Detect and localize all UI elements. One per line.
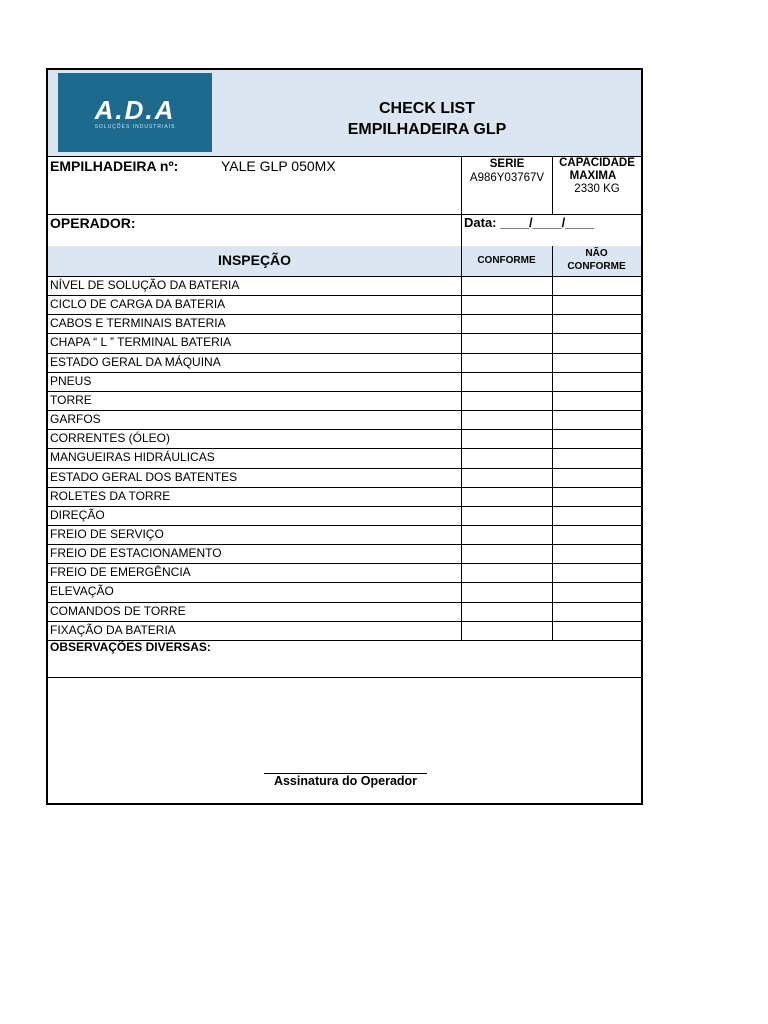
nao-conforme-header-line1: NÃO <box>585 248 608 259</box>
conforme-cell[interactable] <box>462 372 552 391</box>
inspection-item: FREIO DE SERVIÇO <box>50 526 164 541</box>
company-logo <box>58 73 212 152</box>
conforme-cell[interactable] <box>462 582 552 601</box>
nao-conforme-cell[interactable] <box>553 410 641 429</box>
inspection-item: CORRENTES (ÓLEO) <box>50 431 171 446</box>
divider <box>461 214 462 246</box>
nao-conforme-cell[interactable] <box>553 468 641 487</box>
conforme-cell[interactable] <box>462 621 552 640</box>
nao-conforme-cell[interactable] <box>553 621 641 640</box>
capacity-label-1: CAPACIDADE <box>559 157 635 169</box>
date-field[interactable]: Data: ____/____/____ <box>464 215 595 230</box>
conforme-cell[interactable] <box>462 276 552 295</box>
inspection-item: NÍVEL DE SOLUÇÃO DA BATERIA <box>50 278 240 292</box>
nao-conforme-cell[interactable] <box>553 391 641 410</box>
signature-label: Assinatura do Operador <box>273 774 418 788</box>
conforme-cell[interactable] <box>462 333 552 352</box>
inspection-item: ROLETES DA TORRE <box>50 488 171 503</box>
divider <box>48 677 641 678</box>
capacity-label-2: MAXIMA <box>569 170 617 182</box>
inspection-item: DIREÇÃO <box>50 507 105 522</box>
conforme-cell[interactable] <box>462 506 552 525</box>
nao-conforme-cell[interactable] <box>553 276 641 295</box>
conforme-cell[interactable] <box>462 314 552 333</box>
logo-subtitle: SOLUÇÕES INDUSTRIAIS <box>94 124 176 130</box>
serie-value: A986Y03767V <box>469 172 545 184</box>
operator-label: OPERADOR: <box>50 215 136 231</box>
nao-conforme-cell[interactable] <box>553 487 641 506</box>
inspection-item: CHAPA “ L ” TERMINAL BATERIA <box>50 335 232 350</box>
inspection-item: ELEVAÇÃO <box>50 584 114 599</box>
inspection-item: CABOS E TERMINAIS BATERIA <box>50 316 226 331</box>
conforme-header: CONFORME <box>477 255 536 266</box>
conforme-cell[interactable] <box>462 468 552 487</box>
conforme-cell[interactable] <box>462 602 552 621</box>
nao-conforme-cell[interactable] <box>553 372 641 391</box>
inspection-item: FREIO DE ESTACIONAMENTO <box>50 546 222 561</box>
conforme-cell[interactable] <box>462 295 552 314</box>
inspection-item: PNEUS <box>50 373 92 388</box>
conforme-cell[interactable] <box>462 525 552 544</box>
nao-conforme-cell[interactable] <box>553 525 641 544</box>
title-line-1: CHECK LIST <box>379 100 475 117</box>
forklift-label: EMPILHADEIRA nº: <box>50 158 179 174</box>
logo-text: A.D.A <box>94 95 176 125</box>
nao-conforme-cell[interactable] <box>553 582 641 601</box>
inspection-item: TORRE <box>50 392 92 407</box>
nao-conforme-cell[interactable] <box>553 429 641 448</box>
conforme-cell[interactable] <box>462 544 552 563</box>
nao-conforme-cell[interactable] <box>553 448 641 467</box>
inspection-header: INSPEÇÃO <box>217 252 292 268</box>
nao-conforme-cell[interactable] <box>553 353 641 372</box>
nao-conforme-cell[interactable] <box>553 544 641 563</box>
nao-conforme-cell[interactable] <box>553 563 641 582</box>
nao-conforme-cell[interactable] <box>553 333 641 352</box>
nao-conforme-cell[interactable] <box>553 506 641 525</box>
observations-label: OBSERVAÇÕES DIVERSAS: <box>50 640 211 654</box>
inspection-item: ESTADO GERAL DA MÁQUINA <box>50 354 221 369</box>
conforme-cell[interactable] <box>462 410 552 429</box>
serie-label: SERIE <box>489 158 525 170</box>
divider <box>552 156 553 214</box>
forklift-value: YALE GLP 050MX <box>221 158 336 174</box>
inspection-item: ESTADO GERAL DOS BATENTES <box>50 469 238 484</box>
inspection-item: FREIO DE EMERGÊNCIA <box>50 565 191 580</box>
inspection-item: MANGUEIRAS HIDRÁULICAS <box>50 450 215 465</box>
title-line-2: EMPILHADEIRA GLP <box>347 121 507 138</box>
conforme-cell[interactable] <box>462 391 552 410</box>
inspection-item: FIXAÇÃO DA BATERIA <box>50 622 176 637</box>
nao-conforme-cell[interactable] <box>553 295 641 314</box>
nao-conforme-cell[interactable] <box>553 314 641 333</box>
nao-conforme-cell[interactable] <box>553 602 641 621</box>
capacity-value: 2330 KG <box>574 183 620 195</box>
inspection-item: COMANDOS DE TORRE <box>50 603 186 618</box>
conforme-cell[interactable] <box>462 448 552 467</box>
conforme-cell[interactable] <box>462 429 552 448</box>
conforme-cell[interactable] <box>462 563 552 582</box>
conforme-cell[interactable] <box>462 487 552 506</box>
divider <box>461 156 462 214</box>
conforme-cell[interactable] <box>462 353 552 372</box>
inspection-item: GARFOS <box>50 412 101 427</box>
checklist-sheet <box>46 68 643 805</box>
nao-conforme-header-line2: CONFORME <box>567 261 626 272</box>
inspection-item: CICLO DE CARGA DA BATERIA <box>50 297 226 312</box>
